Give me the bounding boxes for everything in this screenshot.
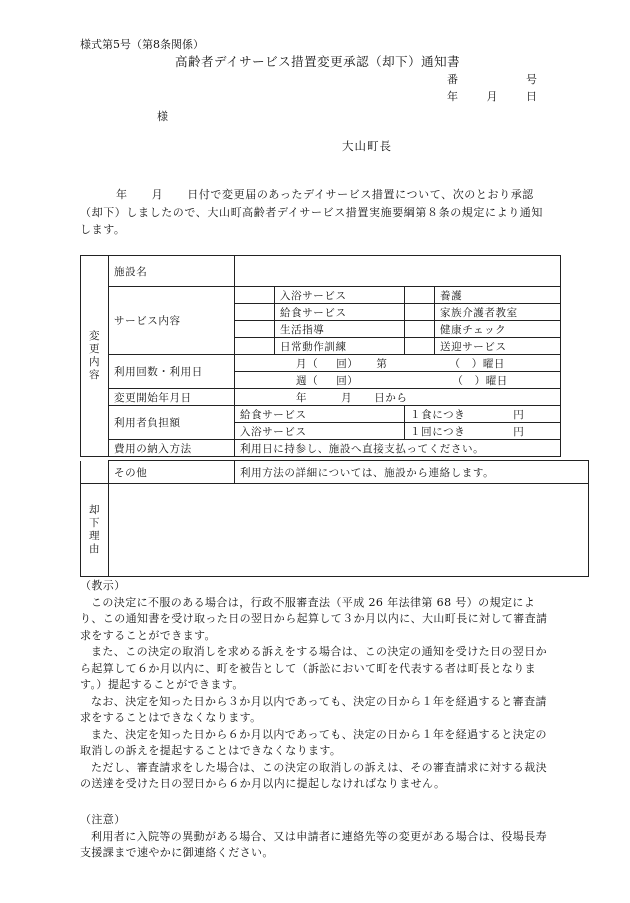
usage-week: 週（	[296, 374, 319, 387]
service-left-3: 生活指導	[275, 321, 405, 338]
number-label: 番	[447, 73, 458, 86]
reject-label-cell	[81, 484, 109, 577]
recipient-honorific: 様	[157, 110, 168, 123]
usage-weekday-2: （ ）曜日	[452, 374, 508, 387]
burden-unit-label-2: １回につき	[410, 425, 466, 438]
burden-yen-1: 円	[513, 408, 525, 421]
service-check-3[interactable]	[235, 321, 275, 338]
burden-service-2: 入浴サービス	[235, 423, 405, 440]
service-check-1[interactable]	[235, 287, 275, 304]
intro-text-rest: 承認（却下）しましたので、大山町高齢者デイサービス措置実施要綱第８条の規定により通知します。	[80, 188, 544, 236]
service-left-1: 入浴サービス	[275, 287, 405, 304]
document-number-line	[447, 71, 537, 87]
service-right-1: 養護	[435, 287, 561, 304]
start-label: 変更開始年月日	[109, 389, 235, 406]
intro-month: 月	[151, 188, 164, 201]
other-label: その他	[109, 461, 235, 484]
service-check-4[interactable]	[235, 338, 275, 355]
usage-label: 利用回数・利用日	[109, 355, 235, 389]
instruction-paragraph-1: この決定に不服のある場合は，行政不服審査法（平成 26 年法律第 68 号）の規定により、この通知書を受け取った日の翌日から起算して３か月以内に、大山町長に対して審査請求をすることができます。	[80, 595, 548, 642]
start-month: 月	[341, 391, 353, 404]
service-check-8[interactable]	[405, 338, 435, 355]
start-year: 年	[296, 391, 308, 404]
burden-label: 利用者負担額	[109, 406, 235, 440]
service-right-2: 家族介護者教室	[435, 304, 561, 321]
service-right-3: 健康チェック	[435, 321, 561, 338]
caution-text: 利用者に入院等の異動がある場合、又は申請者に連絡先等の変更がある場合は、役場長寿支援課まで速やかに御連絡ください。	[80, 829, 547, 859]
instruction-paragraph-2: また、この決定の取消しを求める訴えをする場合は、この決定の通知を受けた日の翌日から起算して６か月以内に、町を被告として（訴訟において町を代表する者は町長となります。）提起することができます。	[80, 645, 547, 691]
usage-nth: 第	[376, 357, 388, 370]
service-check-6[interactable]	[405, 304, 435, 321]
start-from: 日から	[374, 391, 408, 404]
service-label: サービス内容	[109, 287, 235, 355]
usage-weekday-1: （ ）曜日	[449, 357, 506, 370]
start-date-value[interactable]	[235, 389, 561, 406]
issuer-name: 大山町長	[342, 139, 392, 153]
instruction-heading: （教示）	[80, 579, 126, 592]
burden-unit-1[interactable]	[405, 406, 561, 423]
service-left-2: 給食サービス	[275, 304, 405, 321]
usage-row-1[interactable]	[235, 355, 561, 372]
other-and-reject-table	[80, 460, 589, 577]
issue-month: 月	[486, 90, 498, 103]
service-right-4: 送迎サービス	[435, 338, 561, 355]
instruction-paragraph-3: なお、決定を知った日から３か月以内であっても、決定の日から１年を経過すると審査請求をすることはできなくなります。	[80, 694, 547, 724]
caution-heading: （注意）	[80, 813, 126, 826]
service-check-7[interactable]	[405, 321, 435, 338]
burden-unit-2[interactable]	[405, 423, 561, 440]
instruction-paragraph-5: ただし、審査請求をした場合は、この決定の取消しの訴えは、その審査請求に対する裁決の送達を受けた日の翌日から６か月以内に提起しなければなりません。	[80, 760, 547, 790]
change-label-cell	[81, 256, 109, 457]
usage-times-1: 回）	[336, 357, 359, 370]
issue-date-line	[447, 88, 537, 104]
caution-section	[80, 812, 552, 862]
service-check-5[interactable]	[405, 287, 435, 304]
payment-label: 費用の納入方法	[109, 440, 235, 457]
intro-text-line1: 日付で変更届のあったデイサービス措置について、次のとおり	[187, 188, 511, 201]
usage-times-2: 回）	[336, 374, 359, 387]
intro-year: 年	[116, 188, 128, 201]
facility-label: 施設名	[109, 256, 235, 287]
other-value: 利用方法の詳細については、施設から連絡します。	[235, 461, 589, 484]
issue-day: 日	[526, 90, 537, 103]
instruction-paragraph-4: また、決定を知った日から６か月以内であっても、決定の日から１年を経過すると決定の取消しの訴えを提起することはできなくなります。	[80, 727, 547, 757]
payment-value: 利用日に持参し、施設へ直接支払ってください。	[235, 440, 561, 457]
facility-value[interactable]	[235, 256, 561, 287]
change-label: 変更内容	[88, 330, 101, 381]
change-details-table	[80, 255, 561, 487]
usage-row-2[interactable]	[235, 372, 561, 389]
burden-yen-2: 円	[513, 425, 525, 438]
reject-reason-value[interactable]	[109, 484, 589, 577]
change-label-continuation	[81, 461, 109, 484]
service-left-4: 日常動作訓練	[275, 338, 405, 355]
document-title: 高齢者デイサービス措置変更承認（却下）通知書	[175, 54, 461, 69]
number-suffix: 号	[526, 73, 537, 86]
service-check-2[interactable]	[235, 304, 275, 321]
burden-unit-label-1: １食につき	[410, 408, 466, 421]
burden-service-1: 給食サービス	[235, 406, 405, 423]
usage-month: 月（	[296, 357, 319, 370]
intro-paragraph	[80, 186, 550, 239]
form-number: 様式第5号（第8条関係）	[80, 38, 204, 51]
issue-year: 年	[447, 90, 458, 103]
reject-label: 却下理由	[88, 504, 101, 555]
instruction-section	[80, 578, 552, 793]
